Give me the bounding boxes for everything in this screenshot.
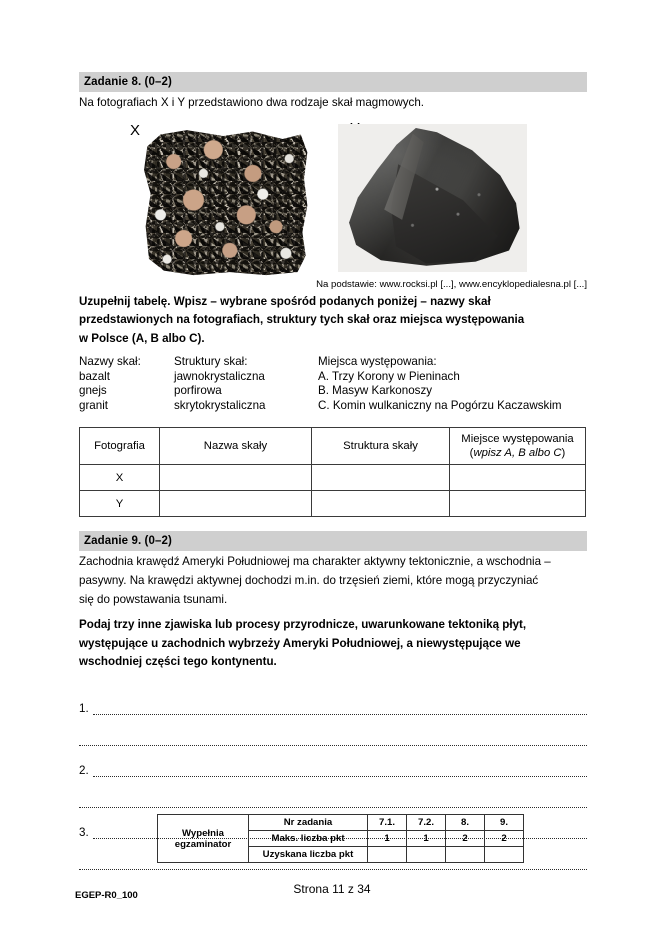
option-structure-1: jawnokrystaliczna <box>174 369 265 383</box>
answer-number-1: 1. <box>79 701 89 715</box>
row-y-structure-input[interactable] <box>312 491 450 517</box>
answer-dotted-line[interactable] <box>93 703 587 715</box>
examiner-score-table[interactable] <box>157 814 524 863</box>
granite-rock-image <box>144 129 309 277</box>
option-place-a: A. Trzy Korony w Pieninach <box>318 369 460 383</box>
photo-x-granite <box>144 129 309 277</box>
options-column-structures <box>174 355 265 413</box>
answer-number-3: 3. <box>79 825 89 839</box>
header-miejsce-hint: wpisz A, B albo C <box>473 447 562 460</box>
option-name-1: bazalt <box>79 369 110 383</box>
obtained-points-9[interactable] <box>485 847 524 863</box>
exam-code: EGEP-R0_100 <box>75 890 138 901</box>
task-number-7-1: 7.1. <box>368 815 407 831</box>
photo-x-label: X <box>130 121 141 139</box>
header-struktura-skaly: Struktura skały <box>312 428 450 465</box>
row-title-nr-zadania: Nr zadania <box>249 815 368 831</box>
page-number: Strona 11 z 34 <box>293 882 371 896</box>
photo-source-note: Na podstawie: www.rocksi.pl [...], www.encyklopedialesna.pl [...] <box>316 278 587 290</box>
task-9-intro-line-1: Zachodnia krawędź Ameryki Południowej ma charakter aktywny tektonicznie, a wschodnia – <box>79 555 551 569</box>
task-8-instruction-line-1: Uzupełnij tabelę. Wpisz – wybrane spośród podanych poniżej – nazwy skał <box>79 294 491 308</box>
table-row <box>80 465 586 491</box>
obtained-points-8[interactable] <box>446 847 485 863</box>
task-9-instruction-line-1: Podaj trzy inne zjawiska lub procesy przyrodnicze, uwarunkowane tektoniką płyt, <box>79 618 527 632</box>
obtained-points-7-1[interactable] <box>368 847 407 863</box>
options-structures-title: Struktury skał: <box>174 355 248 369</box>
answer-table-header-row <box>80 428 586 465</box>
task-9-instruction-line-2: występujące u zachodnich wybrzeży Ameryki Południowej, a niewystępujące we <box>79 636 521 650</box>
option-name-3: granit <box>79 398 109 412</box>
row-title-maks-liczba-pkt: Maks. liczba pkt <box>249 831 368 847</box>
answer-line-1-cont[interactable] <box>79 715 587 746</box>
option-structure-3: skrytokrystaliczna <box>174 398 266 412</box>
task-number-9: 9. <box>485 815 524 831</box>
header-miejsce-line2: (wpisz A, B albo C) <box>469 447 566 460</box>
row-x-place-input[interactable] <box>450 465 586 491</box>
answer-line-1[interactable] <box>79 684 587 715</box>
task-8-instruction-line-2: przedstawionych na fotografiach, struktury tych skał oraz miejsca występowania <box>79 313 525 327</box>
header-miejsce-line1: Miejsce występowania <box>461 433 574 446</box>
header-fotografia: Fotografia <box>80 428 160 465</box>
row-y-place-input[interactable] <box>450 491 586 517</box>
max-points-7-1: 1 <box>368 831 407 847</box>
answer-dotted-line[interactable] <box>93 765 587 777</box>
answer-dotted-line[interactable] <box>79 796 587 808</box>
examiner-label <box>158 815 249 863</box>
answer-dotted-line[interactable] <box>79 734 587 746</box>
task-9-instruction-line-3: wschodniej części tego kontynentu. <box>79 655 277 669</box>
photo-y-basalt <box>338 124 527 272</box>
header-miejsce-wystepowania <box>450 428 586 465</box>
header-nazwa-skaly: Nazwa skały <box>160 428 312 465</box>
task-9-intro-line-2: pasywny. Na krawędzi aktywnej dochodzi m.in. do trzęsień ziemi, które mogą przyczyniać <box>79 573 539 587</box>
max-points-7-2: 1 <box>407 831 446 847</box>
task-8-instruction-line-3: w Polsce (A, B albo C). <box>79 331 205 345</box>
table-row <box>158 815 524 831</box>
page-content <box>79 72 587 870</box>
task-9-header: Zadanie 9. (0–2) <box>79 531 587 551</box>
option-name-2: gnejs <box>79 384 107 398</box>
max-points-8: 2 <box>446 831 485 847</box>
option-place-c: C. Komin wulkaniczny na Pogórzu Kaczawskim <box>318 398 562 412</box>
max-points-9: 2 <box>485 831 524 847</box>
table-row <box>80 491 586 517</box>
examiner-label-line1: Wypełnia <box>182 827 224 839</box>
examiner-score-table-wrapper <box>157 814 524 863</box>
row-x-structure-input[interactable] <box>312 465 450 491</box>
task-8-intro: Na fotografiach X i Y przedstawiono dwa rodzaje skał magmowych. <box>79 96 424 109</box>
rock-photographs <box>79 117 587 277</box>
options-column-places <box>318 355 562 413</box>
answer-line-2[interactable] <box>79 746 587 777</box>
obtained-points-7-2[interactable] <box>407 847 446 863</box>
examiner-label-line2: egzaminator <box>174 838 232 850</box>
answer-line-2-cont[interactable] <box>79 777 587 808</box>
task-number-7-2: 7.2. <box>407 815 446 831</box>
option-structure-2: porfirowa <box>174 384 222 398</box>
row-title-uzyskana-liczba-pkt: Uzyskana liczba pkt <box>249 847 368 863</box>
task-9-intro-line-3: się do powstawania tsunami. <box>79 592 228 606</box>
row-y-photo: Y <box>80 491 160 517</box>
row-y-name-input[interactable] <box>160 491 312 517</box>
option-place-b: B. Masyw Karkonoszy <box>318 384 433 398</box>
task-number-8: 8. <box>446 815 485 831</box>
row-x-name-input[interactable] <box>160 465 312 491</box>
row-x-photo: X <box>80 465 160 491</box>
task-8-answer-table[interactable] <box>79 427 586 517</box>
options-places-title: Miejsca występowania: <box>318 355 437 369</box>
options-column-names <box>79 355 141 413</box>
options-names-title: Nazwy skał: <box>79 355 141 369</box>
answer-number-2: 2. <box>79 763 89 777</box>
task-8-header: Zadanie 8. (0–2) <box>79 72 587 92</box>
answer-options <box>79 355 587 417</box>
